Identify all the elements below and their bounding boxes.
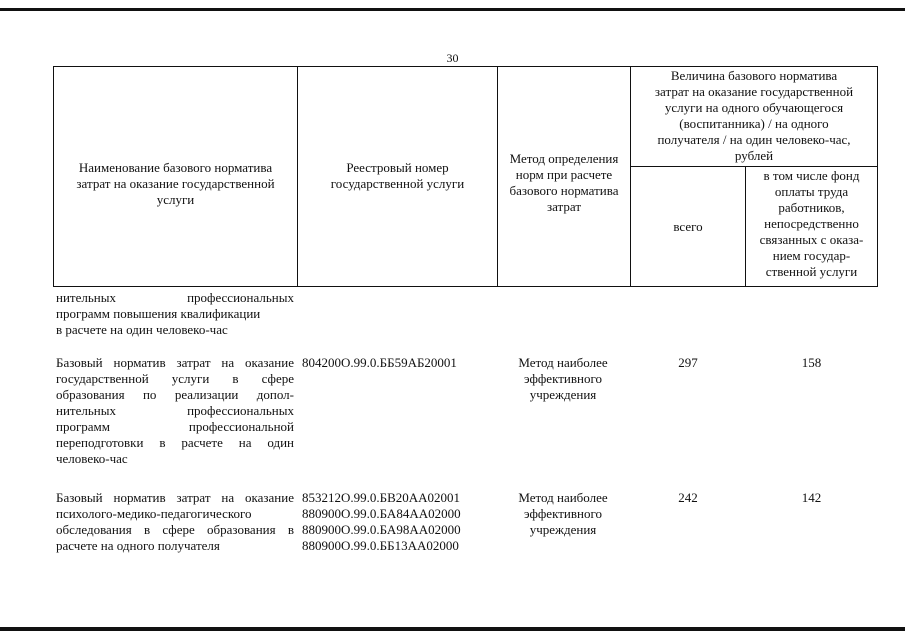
row-method <box>500 355 626 403</box>
header-method <box>498 151 630 215</box>
header-name <box>54 160 297 208</box>
table-right-line <box>877 66 878 287</box>
header-value-group <box>631 68 877 164</box>
header-value-line: рублей <box>734 148 774 163</box>
row-method-line: эффективного <box>524 506 602 521</box>
header-value-line: получателя / на один человеко-час, <box>657 132 851 147</box>
row-name <box>56 490 294 554</box>
header-value-line: затрат на оказание государственной <box>654 84 854 99</box>
row-name-line: Базовый норматив затрат на оказание <box>56 490 294 505</box>
header-method-line: норм при расчете <box>515 167 613 182</box>
row-name-line: в расчете на один человеко-час <box>56 322 228 337</box>
header-method-line: Метод определения <box>509 151 619 166</box>
row-method-line: эффективного <box>524 371 602 386</box>
top-border-rule <box>0 8 905 11</box>
row-total: 242 <box>678 490 698 505</box>
row-name-line: программ профессиональной <box>56 419 294 434</box>
header-wage-line: нием государ- <box>772 248 851 263</box>
table-top-line <box>53 66 877 67</box>
table-row-continuation <box>56 290 294 338</box>
row-name-line: нительных профессиональных <box>56 403 294 418</box>
header-name-line: услуги <box>156 192 195 207</box>
row-name-line: психолого-медико-педагогического <box>56 506 252 521</box>
row-name-line: образования по реализации допол- <box>56 387 294 402</box>
subheader-line <box>630 166 877 167</box>
header-registry-line: государственной услуги <box>330 176 465 191</box>
row-wage-fund: 158 <box>801 355 822 370</box>
row-name-line: переподготовки в расчете на один <box>56 435 294 450</box>
row-name <box>56 355 294 467</box>
header-name-line: Наименование базового норматива <box>78 160 273 175</box>
page-number: 30 <box>446 51 459 65</box>
header-total: всего <box>673 219 703 234</box>
row-method-line: учреждения <box>529 387 597 402</box>
row-method-line: Метод наиболее <box>518 355 608 370</box>
registry-code: 804200О.99.0.ББ59АБ20001 <box>302 355 457 370</box>
header-wage-line: непосредственно <box>764 216 859 231</box>
row-wage-fund: 142 <box>801 490 822 505</box>
registry-code: 853212О.99.0.БВ20АА02001 <box>302 490 461 505</box>
row-method <box>500 490 626 538</box>
header-wage-fund <box>746 168 877 280</box>
registry-code: 880900О.99.0.БА84АА02000 <box>302 506 461 521</box>
row-name-line: расчете на одного получателя <box>56 538 220 553</box>
row-name-line: государственной услуги в сфере <box>56 371 294 386</box>
header-name-line: затрат на оказание государственной <box>76 176 275 191</box>
row-name-line: человеко-час <box>56 451 128 466</box>
header-wage-line: в том числе фонд <box>763 168 860 183</box>
header-value-line: услуги на одного обучающегося <box>664 100 844 115</box>
row-registry-codes <box>302 355 492 371</box>
header-method-line: базового норматива <box>509 183 619 198</box>
header-wage-line: работников, <box>778 200 845 215</box>
row-method-line: учреждения <box>529 522 597 537</box>
row-name-line: Базовый норматив затрат на оказание <box>56 355 294 370</box>
header-wage-line: оплаты труда <box>774 184 849 199</box>
header-registry-line: Реестровый номер <box>346 160 449 175</box>
header-wage-line: ственной услуги <box>765 264 858 279</box>
registry-code: 880900О.99.0.ББ13АА02000 <box>302 538 459 553</box>
header-value-line: Величина базового норматива <box>670 68 838 83</box>
row-total: 297 <box>678 355 698 370</box>
header-method-line: затрат <box>546 199 582 214</box>
row-name-line: программ повышения квалификации <box>56 306 261 321</box>
row-method-line: Метод наиболее <box>518 490 608 505</box>
row-name-line: обследования в сфере образования в <box>56 522 294 537</box>
header-wage-line: связанных с оказа- <box>759 232 864 247</box>
registry-code: 880900О.99.0.БА98АА02000 <box>302 522 461 537</box>
row-name-line: нительных профессиональных <box>56 290 294 305</box>
row-registry-codes <box>302 490 492 554</box>
header-registry-number <box>298 160 497 192</box>
header-value-line: (воспитанника) / на одного <box>679 116 829 131</box>
bottom-border-rule <box>0 627 905 631</box>
header-bottom-line <box>53 286 877 287</box>
